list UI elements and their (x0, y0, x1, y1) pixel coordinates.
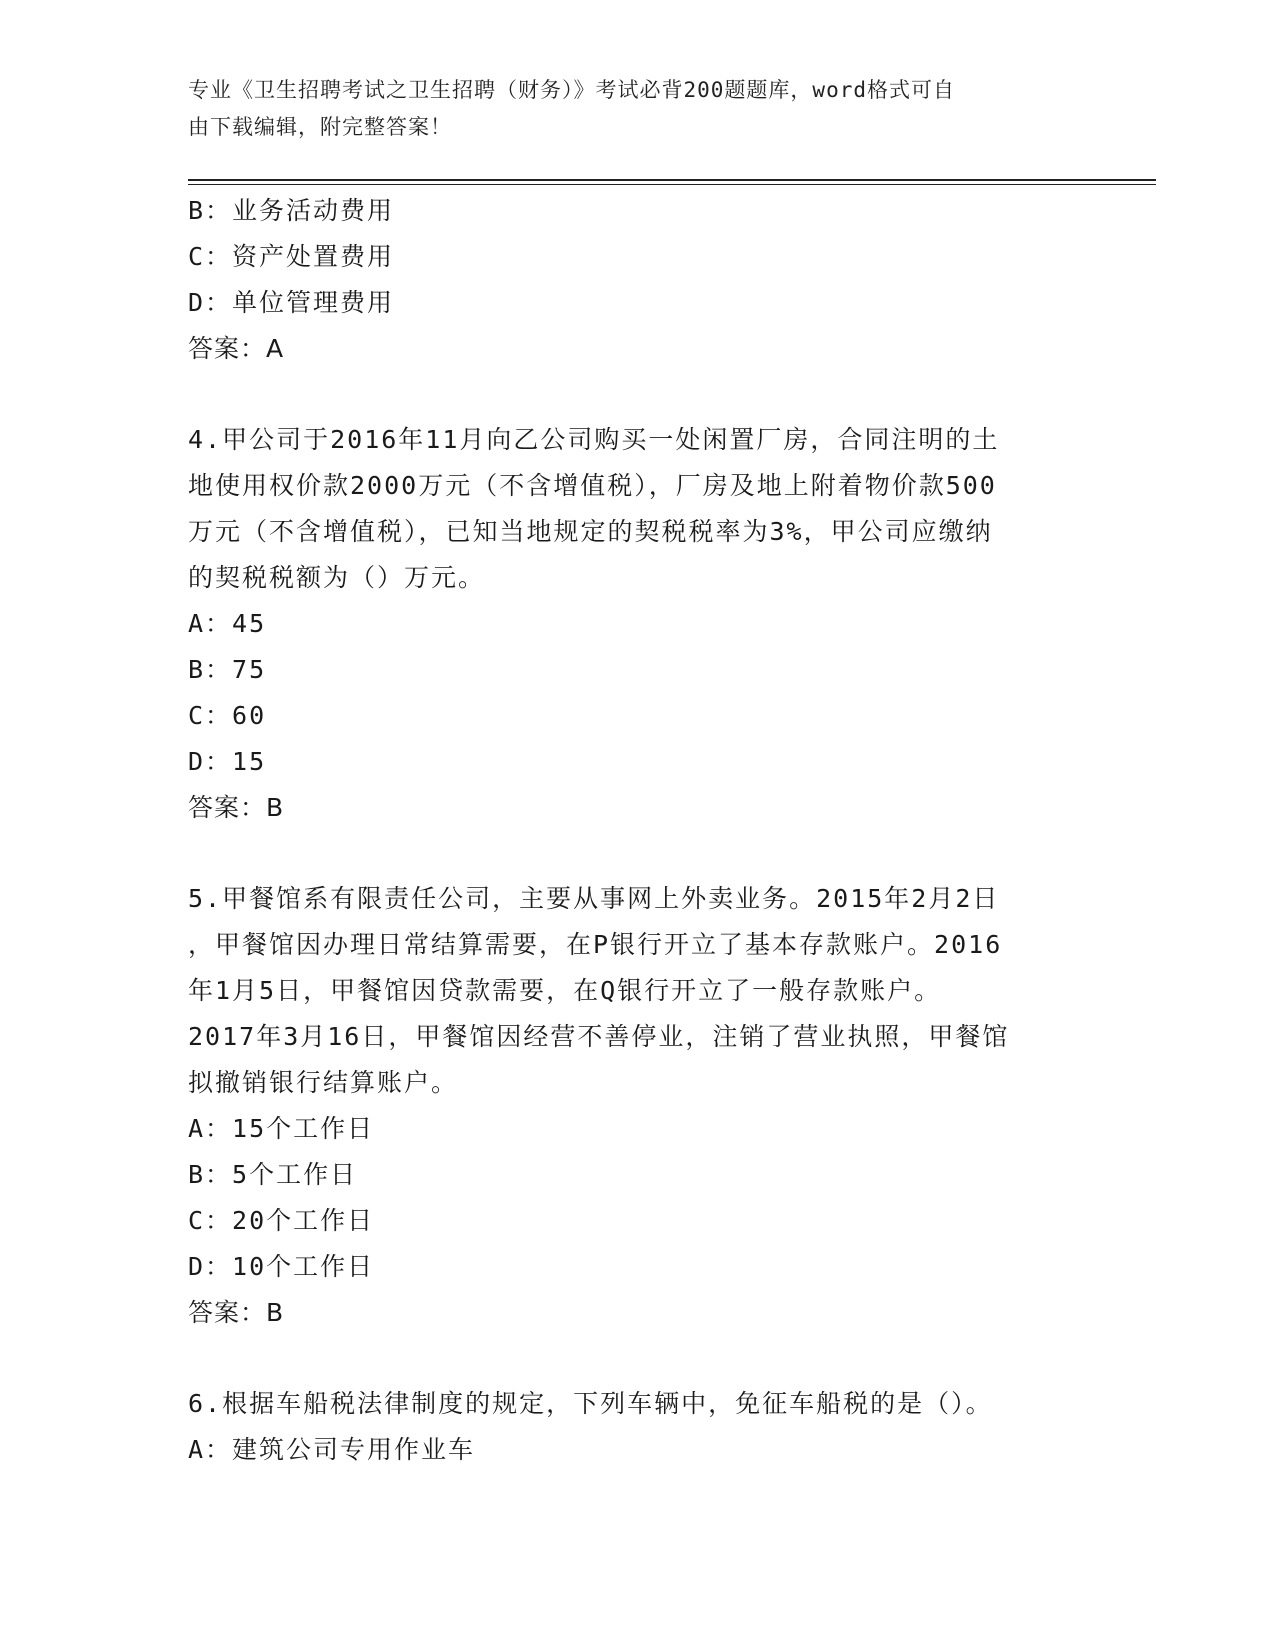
header-line-2: 由下载编辑，附完整答案！ (188, 115, 452, 139)
question-stem-line: ，甲餐馆因办理日常结算需要，在P银行开立了基本存款账户。2016 (188, 930, 1003, 959)
question-stem-line: 4.甲公司于2016年11月向乙公司购买一处闲置厂房，合同注明的土 (188, 425, 1000, 454)
answer-line: 答案：A (188, 334, 285, 363)
option-a: A：45 (188, 609, 267, 638)
question-stem-line: 2017年3月16日，甲餐馆因经营不善停业，注销了营业执照，甲餐馆 (188, 1022, 1010, 1051)
option-b: B：业务活动费用 (188, 196, 395, 225)
question-stem-line: 年1月5日，甲餐馆因贷款需要，在Q银行开立了一般存款账户。 (188, 976, 942, 1005)
header-rule-thick (188, 179, 1156, 181)
question-stem-line: 的契税税额为（）万元。 (188, 563, 486, 592)
question-6 (188, 1381, 1088, 1473)
question-stem-line: 5.甲餐馆系有限责任公司，主要从事网上外卖业务。2015年2月2日 (188, 884, 1000, 913)
question-stem-line: 地使用权价款2000万元（不含增值税），厂房及地上附着物价款500 (188, 471, 997, 500)
question-4 (188, 417, 1088, 831)
answer-line: 答案：B (188, 793, 285, 822)
option-b: B：75 (188, 655, 267, 684)
option-d: D：15 (188, 747, 267, 776)
option-c: C：60 (188, 701, 267, 730)
header-rule-thin (188, 184, 1156, 185)
question-5 (188, 876, 1088, 1336)
question-3 (188, 188, 1088, 372)
option-d: D：单位管理费用 (188, 288, 395, 317)
answer-line: 答案：B (188, 1298, 285, 1327)
question-stem-line: 6.根据车船税法律制度的规定，下列车辆中，免征车船税的是（）。 (188, 1389, 993, 1418)
option-c: C：20个工作日 (188, 1206, 375, 1235)
question-list (188, 188, 1088, 1473)
header-line-1: 专业《卫生招聘考试之卫生招聘（财务）》考试必背200题题库，word格式可自 (188, 78, 955, 102)
option-a: A：15个工作日 (188, 1114, 375, 1143)
option-d: D：10个工作日 (188, 1252, 375, 1281)
option-c: C：资产处置费用 (188, 242, 395, 271)
option-a: A：建筑公司专用作业车 (188, 1435, 476, 1464)
question-stem-line: 拟撤销银行结算账户。 (188, 1068, 459, 1097)
option-b: B：5个工作日 (188, 1160, 358, 1189)
document-header (188, 72, 1068, 146)
question-stem-line: 万元（不含增值税），已知当地规定的契税税率为3%，甲公司应缴纳 (188, 517, 993, 546)
